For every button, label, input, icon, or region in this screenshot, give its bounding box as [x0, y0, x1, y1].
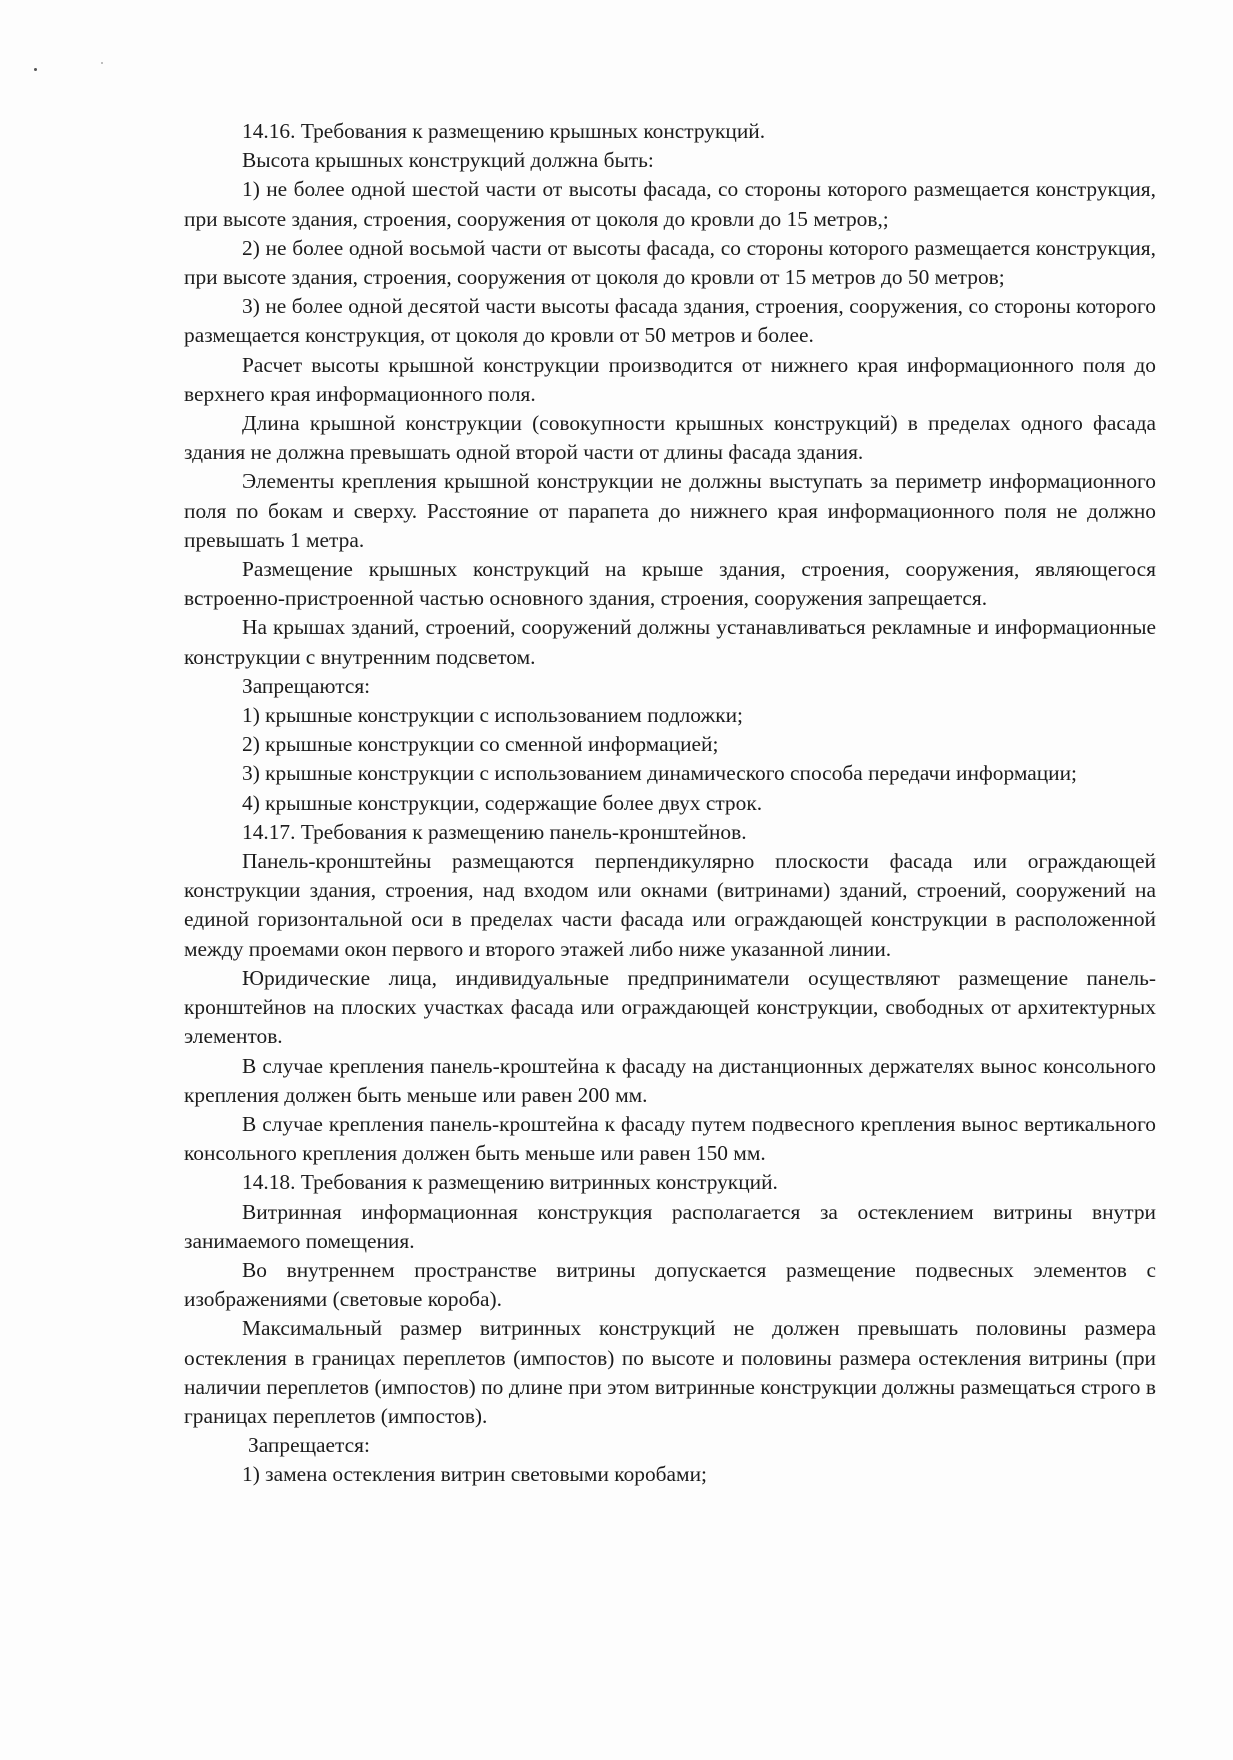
paragraph: Высота крышных конструкций должна быть:: [242, 148, 654, 173]
paragraph: Размещение крышных конструкций на крыше здания, строения, сооружения, являющегося встроенно-пристроенной частью основного здания, строения, сооружения запрещается.: [184, 557, 1156, 611]
list-item: 2) не более одной восьмой части от высоты фасада, со стороны которого размещается конструкция, при высоте здания, строения, сооружения от цоколя до кровли от 15 метров до 50 метров;: [184, 235, 1156, 290]
paragraph: В случае крепления панель-кроштейна к фасаду путем подвесного крепления вынос вертикального консольного крепления должен быть меньше или равен 150 мм.: [184, 1111, 1156, 1166]
section-heading-14-17: 14.17. Требования к размещению панель-кронштейнов.: [242, 819, 747, 844]
list-item: 3) не более одной десятой части высоты фасада здания, строения, сооружения, со стороны которого размещается конструкция, от цоколя до кровли от 50 метров и более.: [184, 294, 1156, 348]
section-heading-14-16: 14.16. Требования к размещению крышных конструкций.: [242, 119, 766, 143]
paragraph: Во внутреннем пространстве витрины допускается размещение подвесных элементов с изображениями (световые короба).: [184, 1257, 1156, 1312]
paragraph: Запрещается:: [248, 1433, 370, 1458]
paragraph: Максимальный размер витринных конструкций не должен превышать половины размера остекления в границах переплетов (импостов) по высоте и половины размера остекления витрины (при наличии переплетов (импостов) по длине при этом витринные конструкции должны размещаться строго в границах переплетов (импостов).: [184, 1316, 1156, 1428]
list-item: 1) не более одной шестой части от высоты фасада, со стороны которого размещается конструкция, при высоте здания, строения, сооружения от цоколя до кровли до 15 метров,;: [184, 177, 1156, 231]
scan-speck: [34, 68, 37, 71]
document-body: [184, 117, 1156, 1490]
list-item: 1) замена остекления витрин световыми коробами;: [242, 1462, 707, 1487]
list-item: 3) крышные конструкции с использованием динамического способа передачи информации;: [242, 761, 1077, 786]
paragraph: Запрещаются:: [242, 673, 371, 698]
section-heading-14-18: 14.18. Требования к размещению витринных конструкций.: [242, 1170, 778, 1195]
scan-speck: [101, 62, 103, 64]
paragraph: Расчет высоты крышной конструкции производится от нижнего края информационного поля до верхнего края информационного поля.: [184, 352, 1156, 406]
paragraph: На крышах зданий, строений, сооружений должны устанавливаться рекламные и информационные конструкции с внутренним подсветом.: [184, 615, 1156, 669]
paragraph: Юридические лица, индивидуальные предприниматели осуществляют размещение панель-кронштейнов на плоских участках фасада или ограждающей конструкции, свободных от архитектурных элементов.: [184, 965, 1156, 1049]
paragraph: Панель-кронштейны размещаются перпендикулярно плоскости фасада или ограждающей конструкции здания, строения, над входом или окнами (витринами) зданий, строений, сооружений на единой горизонтальной оси в пределах части фасада или ограждающей конструкции в расположенной между проемами окон первого и второго этажей либо ниже указанной линии.: [184, 849, 1156, 961]
list-item: 1) крышные конструкции с использованием подложки;: [242, 703, 743, 728]
paragraph: Витринная информационная конструкция располагается за остеклением витрины внутри занимаемого помещения.: [184, 1199, 1156, 1253]
list-item: 4) крышные конструкции, содержащие более двух строк.: [242, 790, 763, 815]
list-item: 2) крышные конструкции со сменной информацией;: [242, 732, 719, 757]
paragraph: Элементы крепления крышной конструкции не должны выступать за периметр информационного поля по бокам и сверху. Расстояние от парапета до нижнего края информационного поля не должно превышать 1 метра.: [184, 469, 1156, 552]
paragraph: Длина крышной конструкции (совокупности крышных конструкций) в пределах одного фасада здания не должна превышать одной второй части от длины фасада здания.: [184, 411, 1156, 465]
paragraph: В случае крепления панель-кроштейна к фасаду на дистанционных держателях вынос консольного крепления должен быть меньше или равен 200 мм.: [184, 1053, 1156, 1107]
